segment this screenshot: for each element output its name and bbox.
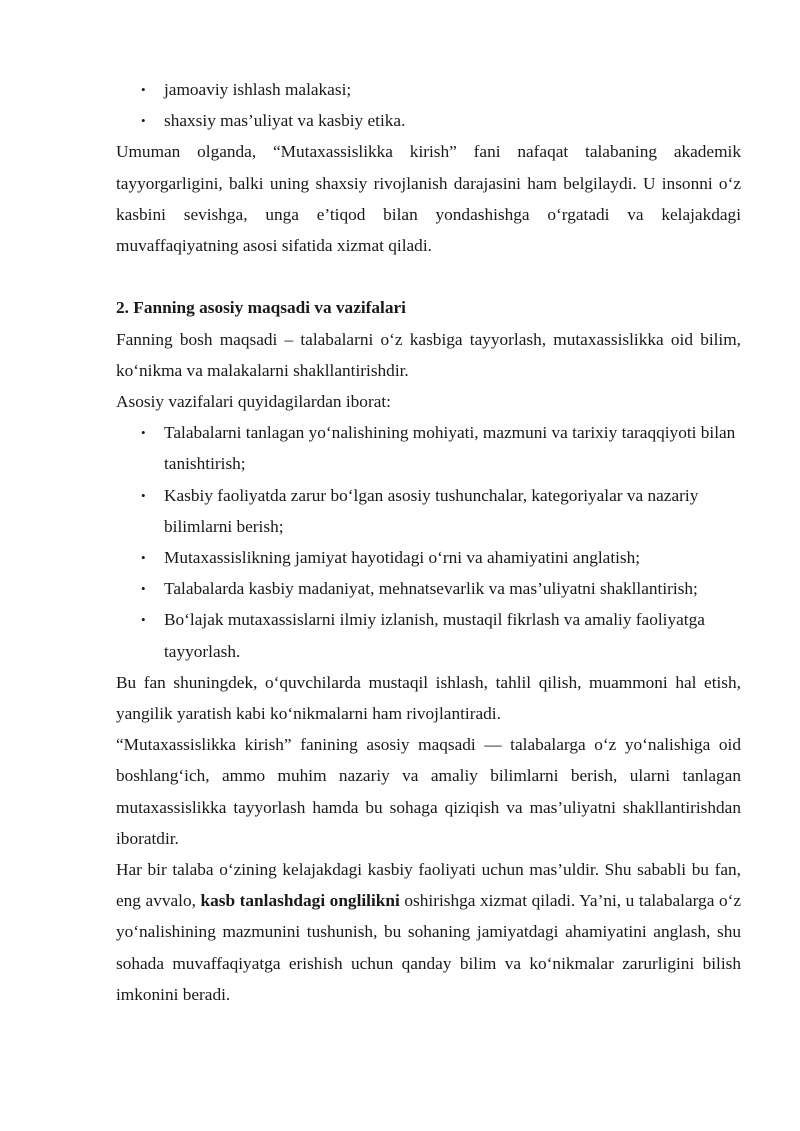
bullet-icon: •	[141, 487, 146, 503]
list-item	[116, 105, 741, 136]
tasks-intro: Asosiy vazifalari quyidagilardan iborat:	[116, 392, 391, 412]
list-item-text: Talabalarni tanlagan yo‘nalishining mohiyati, mazmuni va tarixiy taraqqiyoti bilan tanishtirish;	[164, 423, 736, 474]
bullet-icon: •	[141, 612, 146, 628]
bullet-icon: •	[141, 581, 146, 597]
bullet-icon: •	[141, 425, 146, 441]
list-item-text: jamoaviy ishlash malakasi;	[164, 80, 352, 99]
document-body	[116, 74, 741, 1010]
list-item-text: shaxsiy mas’uliyat va kasbiy etika.	[164, 111, 406, 131]
bullet-icon: •	[141, 82, 146, 97]
final-paragraph-end: oshirishga xizmat qiladi. Ya’ni, u talabalarga o‘z yo‘nalishining mazmunini tushunish, bu sohaning jamiyatdagi ahamiyatini anglash, shu sohada muvaffaqiyatga erishish uchun qanday bilim va ko‘nikmalar zarurligini bilish imkonini beradi.	[116, 891, 742, 1004]
list-item-text: Talabalarda kasbiy madaniyat, mehnatsevarlik va mas’uliyatni shakllantirish;	[164, 579, 698, 599]
list-item	[116, 417, 741, 479]
list-item	[116, 480, 741, 542]
list-item	[116, 74, 741, 105]
skills-paragraph: Bu fan shuningdek, o‘quvchilarda mustaqil ishlash, tahlil qilish, muammoni hal etish, yangilik yaratish kabi ko‘nikmalarni ham rivojlantiradi.	[116, 672, 741, 724]
final-paragraph-start: Har bir talaba o‘zining kelajakdagi kasbiy faoliyati uchun mas’uldir. Shu sababli bu fan, eng avvalo,	[116, 860, 741, 911]
final-paragraph	[116, 854, 741, 1010]
list-item-text: Mutaxassislikning jamiyat hayotidagi o‘rni va ahamiyatini anglatish;	[164, 548, 641, 568]
skills-bullet-list	[116, 74, 741, 136]
summary-paragraph: Umuman olganda, “Mutaxassislikka kirish” fani nafaqat talabaning akademik tayyorgarligini, balki uning shaxsiy rivojlanish darajasini ham belgilaydi. U insonni o‘z kasbini sevishga, unga e’tiqod bilan yondashishga o‘rgatadi va kelajakdagi muvaffaqiyatning asosi sifatida xizmat qiladi.	[116, 142, 741, 256]
bullet-icon: •	[141, 550, 146, 566]
goal-paragraph: Fanning bosh maqsadi – talabalarni o‘z kasbiga tayyorlash, mutaxassislikka oid bilim, ko‘nikma va malakalarni shakllantirishdir.	[116, 329, 741, 380]
list-item-text: Bo‘lajak mutaxassislarni ilmiy izlanish, mustaqil fikrlash va amaliy faoliyatga tayyorlash.	[164, 610, 705, 661]
list-item	[116, 573, 741, 604]
list-item	[116, 604, 741, 666]
main-goal-paragraph: “Mutaxassislikka kirish” fanining asosiy maqsadi — talabalarga o‘z yo‘nalishiga oid boshlang‘ich, ammo muhim nazariy va amaliy bilimlarni berish, ularni tanlagan mutaxassislikka tayyorlash hamda bu sohaga qiziqish va mas’uliyatni shakllantirishdan iboratdir.	[116, 735, 741, 848]
list-item-text: Kasbiy faoliyatda zarur bo‘lgan asosiy tushunchalar, kategoriyalar va nazariy bilimlarni berish;	[164, 485, 699, 536]
emphasis-text: kasb tanlashdagi onglilikni	[200, 891, 400, 911]
list-item	[116, 542, 741, 573]
section-heading: 2. Fanning asosiy maqsadi va vazifalari	[116, 298, 406, 318]
paragraph-gap	[116, 261, 741, 292]
tasks-bullet-list	[116, 417, 741, 667]
bullet-icon: •	[141, 113, 146, 129]
